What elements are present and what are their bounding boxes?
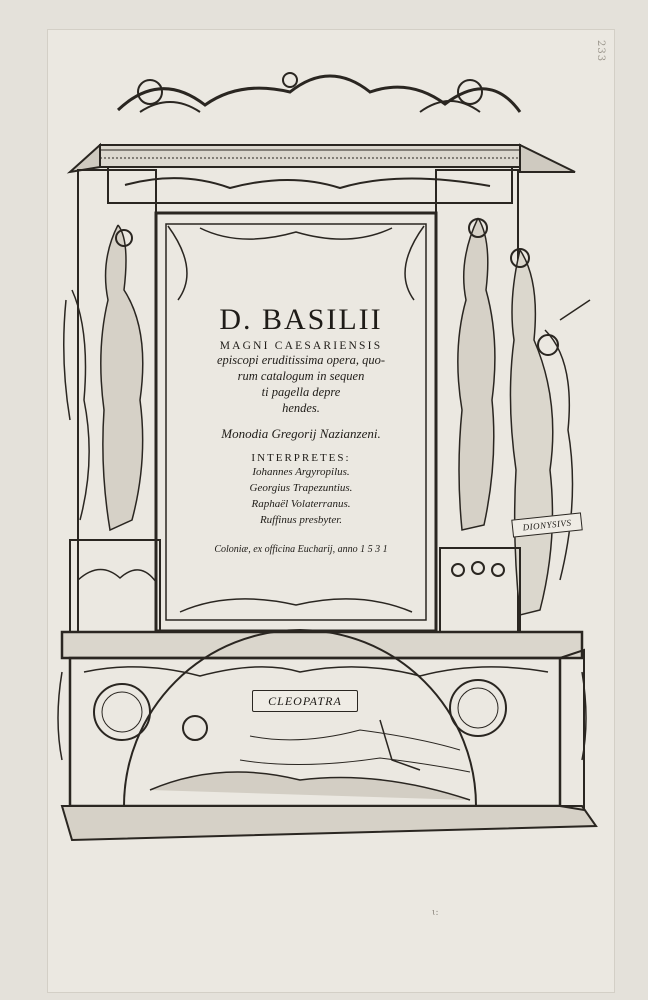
dionysius-label: DIONYSIVS — [511, 512, 582, 537]
description-line-1: episcopi eruditissima opera, quo- — [216, 353, 386, 367]
interpreter-2: Georgius Trapezuntius. — [249, 482, 353, 494]
monodia-line: Monodia Gregorij Nazianzeni. — [221, 426, 381, 441]
cleopatra-label: CLEOPATRA — [252, 690, 358, 712]
paper-spot: ɩ: — [432, 908, 439, 918]
title-text-block — [176, 285, 426, 585]
interpreter-3: Raphaël Volaterranus. — [251, 498, 351, 510]
title: D. BASILII — [219, 303, 383, 336]
colophon: Coloniæ, ex officina Eucharij, anno 1 5 3 1 — [214, 544, 388, 555]
margin-pencil-note: 233 — [595, 40, 606, 63]
interpreter-1: Iohannes Argyropilus. — [252, 466, 350, 478]
description-line-3: ti pagella depre — [261, 385, 341, 399]
interpretes-heading: INTERPRETES: — [251, 452, 351, 464]
interpreter-4: Ruffinus presbyter. — [259, 514, 343, 526]
description-line-2: rum catalogum in sequen — [237, 369, 365, 383]
description-line-4: hendes. — [282, 401, 320, 415]
subtitle: MAGNI CAESARIENSIS — [219, 340, 383, 352]
